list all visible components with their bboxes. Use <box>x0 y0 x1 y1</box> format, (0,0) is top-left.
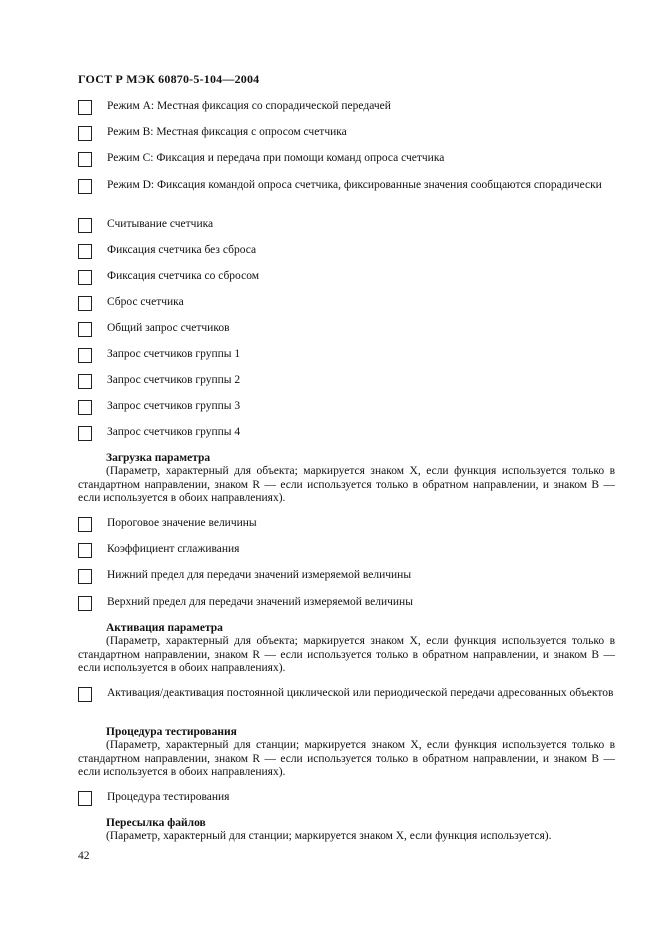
checkbox[interactable] <box>78 244 92 259</box>
section-title: Процедура тестирования <box>106 726 237 738</box>
checkbox[interactable] <box>78 596 92 611</box>
checkbox[interactable] <box>78 126 92 141</box>
section-description: (Параметр, характерный для объекта; маркируется знаком X, если функция используется только в стандартном направлении, знаком R — если используется только в обратном направлении, и знаком B — если используется в обоих направлениях). <box>78 465 615 504</box>
checkbox-label: Фиксация счетчика без сброса <box>107 244 257 256</box>
checkbox[interactable] <box>78 270 92 285</box>
page-number: 42 <box>78 850 90 862</box>
section-title: Загрузка параметра <box>106 452 211 464</box>
checkbox[interactable] <box>78 296 92 311</box>
checkbox-label: Запрос счетчиков группы 1 <box>107 348 241 360</box>
document-header: ГОСТ Р МЭК 60870-5-104—2004 <box>78 72 260 86</box>
checkbox-label: Считывание счетчика <box>107 218 214 230</box>
checkbox-label: Запрос счетчиков группы 4 <box>107 426 241 438</box>
checkbox[interactable] <box>78 517 92 532</box>
checkbox[interactable] <box>78 179 92 194</box>
checkbox[interactable] <box>78 426 92 441</box>
checkbox[interactable] <box>78 218 92 233</box>
checkbox[interactable] <box>78 791 92 806</box>
checkbox-label: Режим D: Фиксация командой опроса счетчика, фиксированные значения сообщаются спорадически <box>107 179 602 191</box>
checkbox-label: Процедура тестирования <box>107 791 230 803</box>
checkbox-label: Режим В: Местная фиксация с опросом счетчика <box>107 126 347 138</box>
checkbox[interactable] <box>78 152 92 167</box>
checkbox-label: Запрос счетчиков группы 3 <box>107 400 241 412</box>
checkbox-label: Активация/деактивация постоянной циклической или периодической передачи адресованных объектов <box>107 687 614 699</box>
section-title: Активация параметра <box>106 622 223 634</box>
checkbox-label: Режим А: Местная фиксация со спорадической передачей <box>107 100 391 112</box>
section-parameter-load <box>78 452 615 506</box>
checkbox[interactable] <box>78 348 92 363</box>
checkbox[interactable] <box>78 687 92 702</box>
checkbox-label: Сброс счетчика <box>107 296 184 308</box>
checkbox-label: Нижний предел для передачи значений измеряемой величины <box>107 569 412 581</box>
checkbox-label: Верхний предел для передачи значений измеряемой величины <box>107 596 413 608</box>
checkbox[interactable] <box>78 543 92 558</box>
section-test-procedure <box>78 726 615 780</box>
section-description: (Параметр, характерный для объекта; маркируется знаком X, если функция используется только в стандартном направлении, знаком R — если используется только в обратном направлении, и знаком B — если используется в обоих направлениях). <box>78 635 615 674</box>
section-title: Пересылка файлов <box>106 817 206 829</box>
checkbox[interactable] <box>78 374 92 389</box>
section-file-transfer <box>78 817 615 844</box>
checkbox-label: Пороговое значение величины <box>107 517 257 529</box>
section-description: (Параметр, характерный для станции; маркируется знаком X, если функция используется). <box>106 830 552 842</box>
section-description: (Параметр, характерный для станции; маркируется знаком X, если функция используется только в стандартном направлении, знаком R — если используется только в обратном направлении, и знаком B — если используется в обоих направлениях). <box>78 739 615 778</box>
section-parameter-activation <box>78 622 615 676</box>
checkbox[interactable] <box>78 322 92 337</box>
checkbox-label: Режим С: Фиксация и передача при помощи команд опроса счетчика <box>107 152 445 164</box>
checkbox-label: Коэффициент сглаживания <box>107 543 240 555</box>
checkbox-label: Запрос счетчиков группы 2 <box>107 374 241 386</box>
checkbox-label: Общий запрос счетчиков <box>107 322 230 334</box>
checkbox[interactable] <box>78 100 92 115</box>
checkbox-label: Фиксация счетчика со сбросом <box>107 270 260 282</box>
checkbox[interactable] <box>78 400 92 415</box>
checkbox[interactable] <box>78 569 92 584</box>
